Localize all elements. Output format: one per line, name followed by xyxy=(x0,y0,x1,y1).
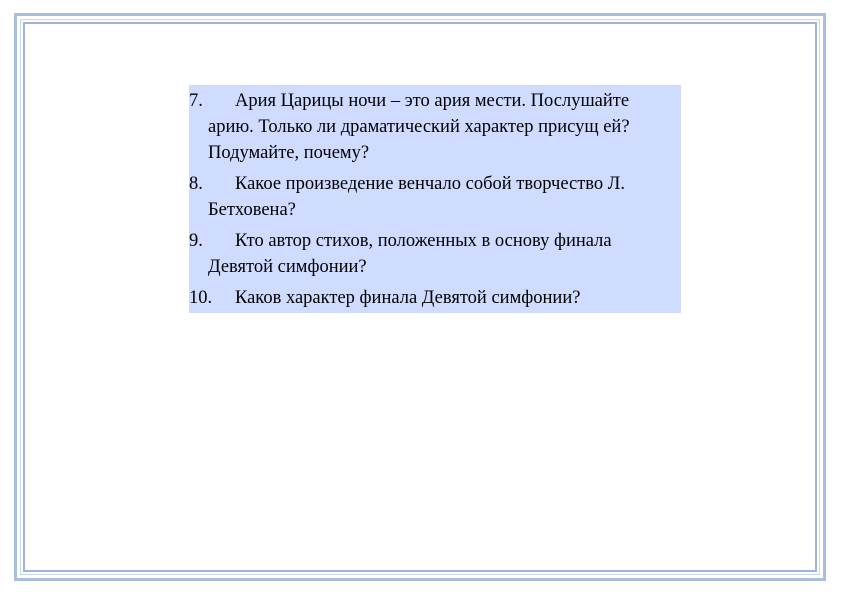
question-text: Ария Царицы ночи – это ария мести. Послушайте арию. Только ли драматический характер присущ ей? Подумайте, почему? xyxy=(208,91,630,163)
question-item-9 xyxy=(189,228,681,280)
question-item-10 xyxy=(189,285,681,311)
question-number: 7. xyxy=(189,91,203,111)
question-number: 9. xyxy=(189,231,203,251)
question-number: 8. xyxy=(189,174,203,194)
question-item-7 xyxy=(189,88,681,166)
question-text: Каков характер финала Девятой симфонии? xyxy=(235,288,581,308)
questions-list xyxy=(189,88,681,311)
question-item-8 xyxy=(189,171,681,223)
question-text: Какое произведение венчало собой творчество Л. Бетховена? xyxy=(208,174,625,220)
question-text: Кто автор стихов, положенных в основу финала Девятой симфонии? xyxy=(208,231,612,277)
question-number: 10. xyxy=(189,288,213,308)
questions-box xyxy=(189,85,681,313)
